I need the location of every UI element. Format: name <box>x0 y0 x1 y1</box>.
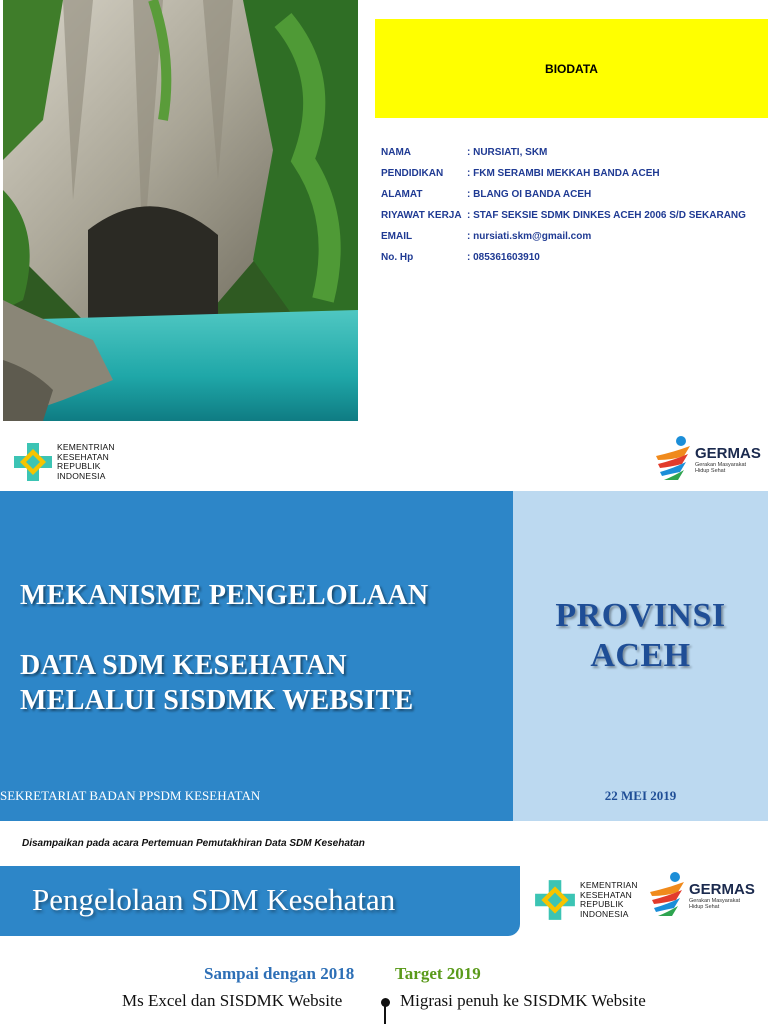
germas-logo <box>648 870 755 922</box>
biodata-title: BIODATA <box>545 61 598 76</box>
provinsi-line-1: PROVINSI <box>555 597 726 634</box>
sekretariat-text: SEKRETARIAT BADAN PPSDM KESEHATAN <box>0 788 261 803</box>
kemenkes-text-line: REPUBLIK <box>580 899 624 909</box>
kemenkes-text-line: KEMENTRIAN <box>57 442 115 452</box>
slide3-title: Pengelolaan SDM Kesehatan <box>32 882 396 917</box>
germas-subtitle: Gerakan Masyarakat Hidup Sehat <box>689 898 741 910</box>
kemenkes-logo <box>12 440 115 484</box>
biodata-value: : BLANG OI BANDA ACEH <box>467 189 592 200</box>
kemenkes-cross-icon <box>12 441 54 483</box>
biodata-row-hp <box>381 247 768 268</box>
kemenkes-text-line: INDONESIA <box>580 908 629 919</box>
kemenkes-text-line: INDONESIA <box>57 470 106 481</box>
biodata-value: : STAF SEKSIE SDMK DINKES ACEH 2006 S/D SEKARANG <box>467 210 746 221</box>
biodata-row-email <box>381 226 768 247</box>
title-line-1: MEKANISME PENGELOLAAN <box>20 580 429 611</box>
kemenkes-text-line: REPUBLIK <box>57 461 101 471</box>
kemenkes-text <box>580 881 638 919</box>
biodata-value: : 085361603910 <box>467 252 540 263</box>
title-line-2: DATA SDM KESEHATAN <box>20 650 347 681</box>
timeline-left-item: Ms Excel dan SISDMK Website <box>122 991 343 1010</box>
slide3-banner <box>0 866 520 936</box>
biodata-row-riwayat-kerja <box>381 205 768 226</box>
provinsi-heading <box>513 596 768 676</box>
biodata-row-nama <box>381 142 768 163</box>
biodata-value: : NURSIATI, SKM <box>467 147 548 158</box>
timeline-right-title: Target 2019 <box>395 964 481 983</box>
germas-text <box>689 882 755 910</box>
title-line-3: MELALUI SISDMK WEBSITE <box>20 685 414 716</box>
biodata-key: No. Hp <box>381 252 414 263</box>
germas-word: GERMAS <box>689 881 755 898</box>
cave-lake-photo <box>3 0 358 421</box>
timeline-right-item: Migrasi penuh ke SISDMK Website <box>400 991 646 1010</box>
kemenkes-logo <box>533 877 638 923</box>
timeline-left-title: Sampai dengan 2018 <box>204 964 355 983</box>
germas-logo <box>654 434 761 486</box>
timeline-line <box>384 1006 386 1024</box>
biodata-row-alamat <box>381 184 768 205</box>
biodata-key: ALAMAT <box>381 189 423 200</box>
kemenkes-text-line: KESEHATAN <box>57 451 110 462</box>
biodata-key: NAMA <box>381 147 411 158</box>
kemenkes-text <box>57 443 115 481</box>
germas-figure-icon <box>648 870 688 922</box>
biodata-value: : nursiati.skm@gmail.com <box>467 231 592 242</box>
germas-word: GERMAS <box>695 445 761 462</box>
biodata-row-pendidikan <box>381 163 768 184</box>
biodata-key: EMAIL <box>381 231 413 242</box>
biodata-value: : FKM SERAMBI MEKKAH BANDA ACEH <box>467 168 660 179</box>
date-text: 22 MEI 2019 <box>604 788 677 803</box>
biodata-list <box>381 142 768 268</box>
germas-figure-icon <box>654 434 694 486</box>
kemenkes-text-line: KESEHATAN <box>580 889 633 900</box>
biodata-header <box>375 19 768 118</box>
event-note: Disampaikan pada acara Pertemuan Pemutakhiran Data SDM Kesehatan <box>22 838 365 849</box>
kemenkes-cross-icon <box>533 878 577 922</box>
germas-subtitle: Gerakan Masyarakat Hidup Sehat <box>695 462 747 474</box>
biodata-key: RIYAWAT KERJA <box>381 210 462 221</box>
kemenkes-text-line: KEMENTRIAN <box>580 880 638 890</box>
germas-text <box>695 446 761 474</box>
biodata-key: PENDIDIKAN <box>381 168 444 179</box>
provinsi-line-2: ACEH <box>590 637 691 674</box>
